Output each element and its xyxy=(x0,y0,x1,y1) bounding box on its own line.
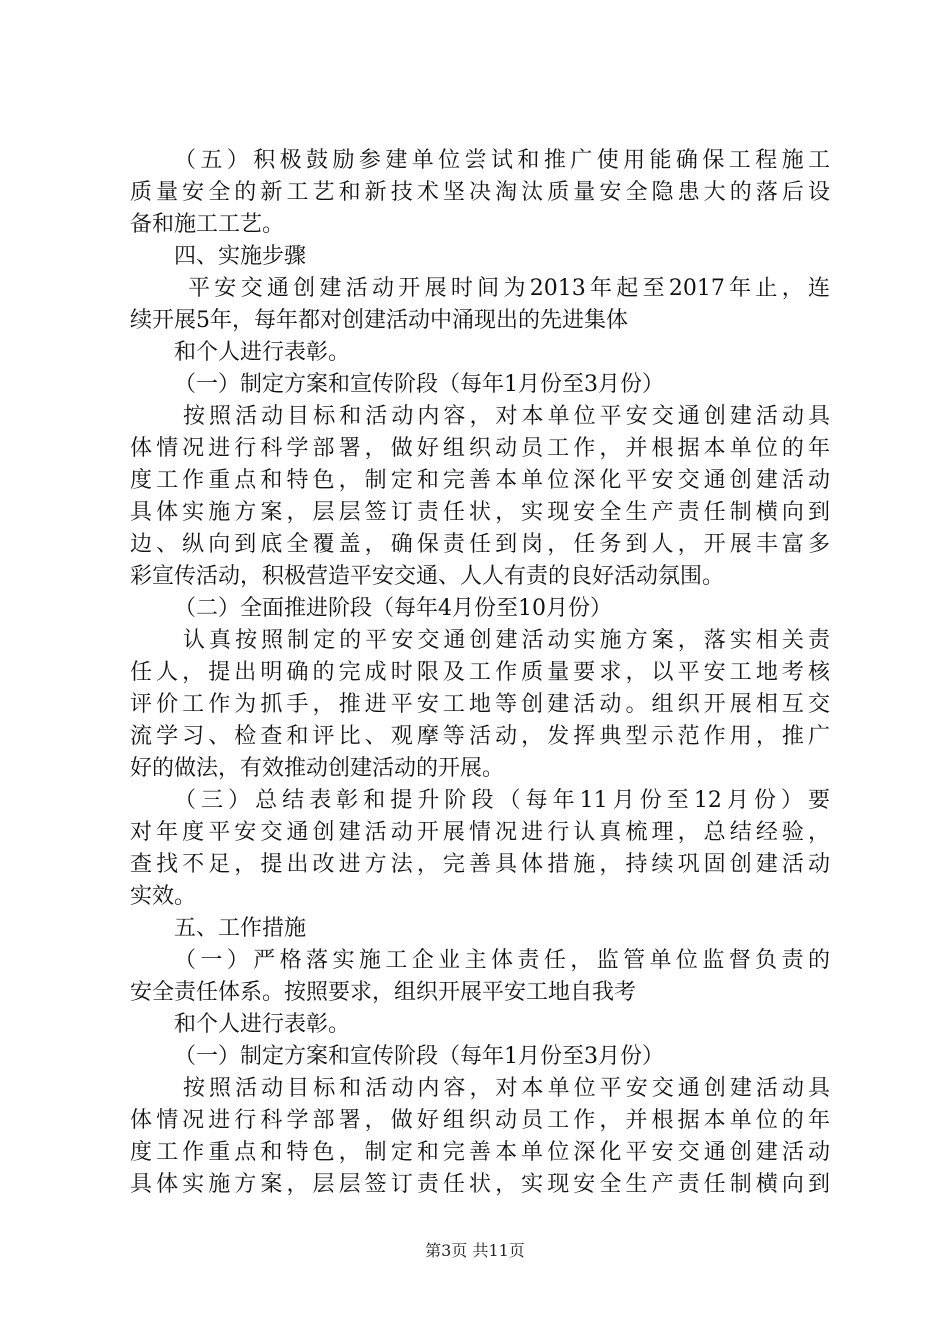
paragraph-line: 任人，提出明确的完成时限及工作质量要求，以平安工地考核 xyxy=(130,660,830,685)
subsection-heading: （二）全面推进阶段（每年4月份至10月份） xyxy=(174,596,612,621)
paragraph-line: 续开展5年，每年都对创建活动中涌现出的先进集体 xyxy=(130,308,628,333)
page-number: 第3页 共11页 xyxy=(425,1241,525,1260)
paragraph-line: 度工作重点和特色，制定和完善本单位深化平安交通创建活动 xyxy=(130,468,830,493)
section-heading: 四、实施步骤 xyxy=(174,244,307,269)
paragraph-line: 度工作重点和特色，制定和完善本单位深化平安交通创建活动 xyxy=(130,1140,830,1165)
paragraph-line: 和个人进行表彰。 xyxy=(174,1012,351,1037)
paragraph-line: 好的做法，有效推动创建活动的开展。 xyxy=(130,756,505,781)
paragraph-line: 流学习、检查和评比、观摩等活动，发挥典型示范作用，推广 xyxy=(130,724,830,749)
paragraph-line: 按照活动目标和活动内容，对本单位平安交通创建活动具 xyxy=(183,1076,830,1101)
document-body xyxy=(130,145,830,1201)
subsection-heading: （一）制定方案和宣传阶段（每年1月份至3月份） xyxy=(174,372,664,397)
paragraph-line: 查找不足，提出改进方法，完善具体措施，持续巩固创建活动 xyxy=(130,852,830,877)
paragraph-line: 彩宣传活动，积极营造平安交通、人人有责的良好活动氛围。 xyxy=(130,564,725,589)
paragraph-line: 和个人进行表彰。 xyxy=(174,340,351,365)
subsection-heading: （一）制定方案和宣传阶段（每年1月份至3月份） xyxy=(174,1044,664,1069)
subsection-heading: （三）总结表彰和提升阶段（每年11月份至12月份）要 xyxy=(174,788,830,813)
paragraph-line: 质量安全的新工艺和新技术坚决淘汰质量安全隐患大的落后设 xyxy=(130,180,830,205)
paragraph-line: 实效。 xyxy=(130,884,197,909)
paragraph-line: 认真按照制定的平安交通创建活动实施方案，落实相关责 xyxy=(183,628,830,653)
paragraph-line: 安全责任体系。按照要求，组织开展平安工地自我考 xyxy=(130,980,637,1005)
paragraph-line: （一）严格落实施工企业主体责任，监管单位监督负责的 xyxy=(174,948,830,973)
paragraph-line: 备和施工工艺。 xyxy=(130,212,285,237)
paragraph-line: 体情况进行科学部署，做好组织动员工作，并根据本单位的年 xyxy=(130,1108,830,1133)
paragraph-line: 体情况进行科学部署，做好组织动员工作，并根据本单位的年 xyxy=(130,436,830,461)
paragraph-line: 具体实施方案，层层签订责任状，实现安全生产责任制横向到 xyxy=(130,1172,830,1197)
paragraph-line: 评价工作为抓手，推进平安工地等创建活动。组织开展相互交 xyxy=(130,692,830,717)
paragraph-line: 具体实施方案，层层签订责任状，实现安全生产责任制横向到 xyxy=(130,500,830,525)
paragraph-line: 按照活动目标和活动内容，对本单位平安交通创建活动具 xyxy=(183,404,830,429)
paragraph-line: （五）积极鼓励参建单位尝试和推广使用能确保工程施工 xyxy=(174,148,830,173)
section-heading: 五、工作措施 xyxy=(174,916,307,941)
paragraph-line: 对年度平安交通创建活动开展情况进行认真梳理，总结经验， xyxy=(130,820,830,845)
paragraph-line: 边、纵向到底全覆盖，确保责任到岗，任务到人，开展丰富多 xyxy=(130,532,830,557)
paragraph-line: 平安交通创建活动开展时间为2013年起至2017年止，连 xyxy=(188,276,830,301)
